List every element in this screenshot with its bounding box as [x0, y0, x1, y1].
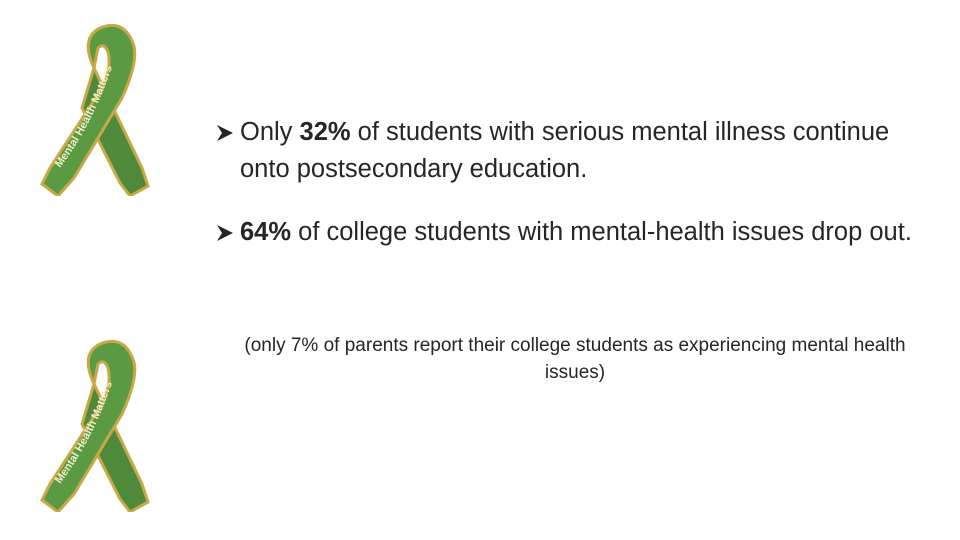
- bullet-text-pre: Only: [240, 118, 300, 146]
- arrow-bullet-icon: [215, 123, 235, 143]
- ribbon-text: Mental Health Matters: [52, 63, 115, 170]
- bullet-stat: 32%: [299, 118, 351, 146]
- bullet-item: [212, 114, 942, 188]
- bullet-item: [212, 214, 942, 251]
- awareness-ribbon-icon: [30, 332, 160, 512]
- footnote: (only 7% of parents report their college students as experiencing mental health issues): [244, 335, 906, 383]
- bullet-text: of students with serious mental illness continue onto postsecondary education.: [240, 118, 890, 183]
- ribbon-text: Mental Health Matters: [52, 379, 115, 486]
- awareness-ribbon-icon: [30, 18, 160, 196]
- arrow-bullet-icon: [215, 223, 235, 243]
- bullet-stat: 64%: [240, 218, 292, 246]
- bullet-text: of college students with mental-health issues drop out.: [291, 218, 912, 246]
- bullet-list: [212, 114, 942, 251]
